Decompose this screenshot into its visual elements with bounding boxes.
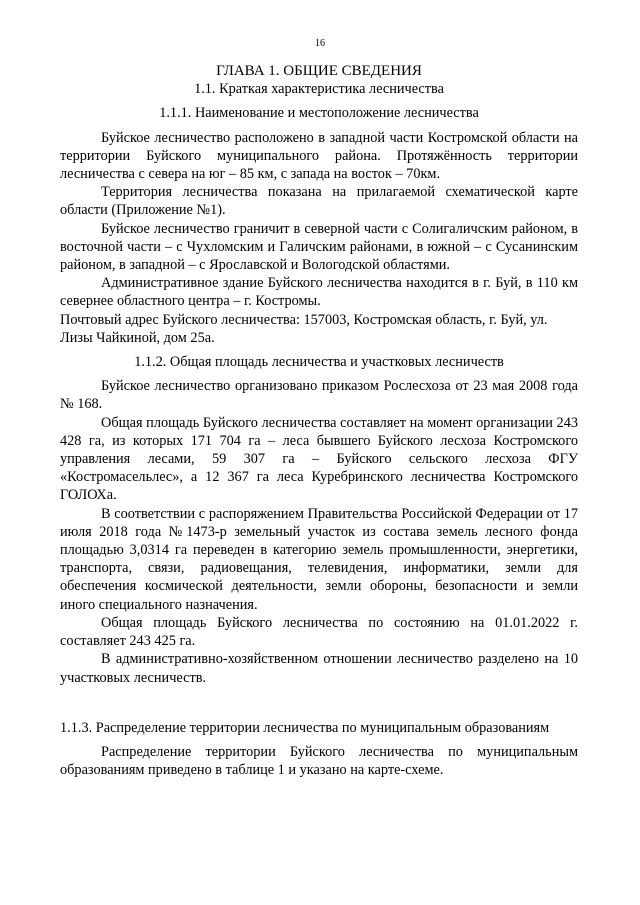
paragraph: Общая площадь Буйского лесничества по состоянию на 01.01.2022 г. составляет 243 425 га. xyxy=(60,614,578,650)
paragraph: Общая площадь Буйского лесничества составляет на момент организации 243 428 га, из которых 171 704 га – леса бывшего Буйского лесхоза Костромского управления лесами, 59 307 га – Буйского сельского лесхоза ФГУ «Костромасельлес», а 12 367 га леса Куребринского лесничества Костромского ГОЛОХа. xyxy=(60,414,578,504)
paragraph: В соответствии с распоряжением Правительства Российской Федерации от 17 июля 2018 года №1473-р земельный участок из состава земель лесного фонда площадью 3,0314 га переведен в категорию земель промышленности, энергетики, транспорта, связи, радиовещания, телевидения, информатики, земли для обеспечения космической деятельности, земли обороны, безопасности и земли иного специального назначения. xyxy=(60,505,578,613)
section-1-1-2-heading: 1.1.2. Общая площадь лесничества и участковых лесничеств xyxy=(134,354,504,371)
postal-address: Почтовый адрес Буйского лесничества: 157003, Костромская область, г. Буй, ул. Лизы Чайкиной, дом 25а. xyxy=(60,311,548,346)
section-1-1-heading: 1.1. Краткая характеристика лесничества xyxy=(194,81,444,98)
paragraph: Буйское лесничество граничит в северной части с Солигаличским районом, в восточной части – с Чухломским и Галичским районами, в южной – с Сусанинским районом, в западной – с Ярославской и Вологодской областями. xyxy=(60,220,578,274)
page-number: 16 xyxy=(315,38,325,49)
paragraph: Территория лесничества показана на прилагаемой схематической карте области (Приложение №1). xyxy=(60,184,578,219)
paragraph: Буйское лесничество расположено в западной части Костромской области на территории Буйского муниципального района. Протяжённость территории лесничества с севера на юг – 85 км, с запада на восток – 70км. xyxy=(60,129,578,183)
paragraph: Распределение территории Буйского лесничества по муниципальным образованиям приведено в таблице 1 и указано на карте-схеме. xyxy=(60,743,578,779)
paragraph: В административно-хозяйственном отношении лесничество разделено на 10 участковых лесничеств. xyxy=(60,651,578,686)
section-1-1-3-heading: 1.1.3. Распределение территории лесничества по муниципальным образованиям xyxy=(60,719,550,736)
section-1-1-1-heading: 1.1.1. Наименование и местоположение лесничества xyxy=(159,105,479,122)
document-content xyxy=(60,62,578,779)
paragraph: Буйское лесничество организовано приказом Рослесхоза от 23 мая 2008 года № 168. xyxy=(60,378,578,413)
chapter-title: ГЛАВА 1. ОБЩИЕ СВЕДЕНИЯ xyxy=(216,63,422,79)
paragraph: Административное здание Буйского лесничества находится в г. Буй, в 110 км севернее областного центра – г. Костромы. xyxy=(60,275,578,310)
